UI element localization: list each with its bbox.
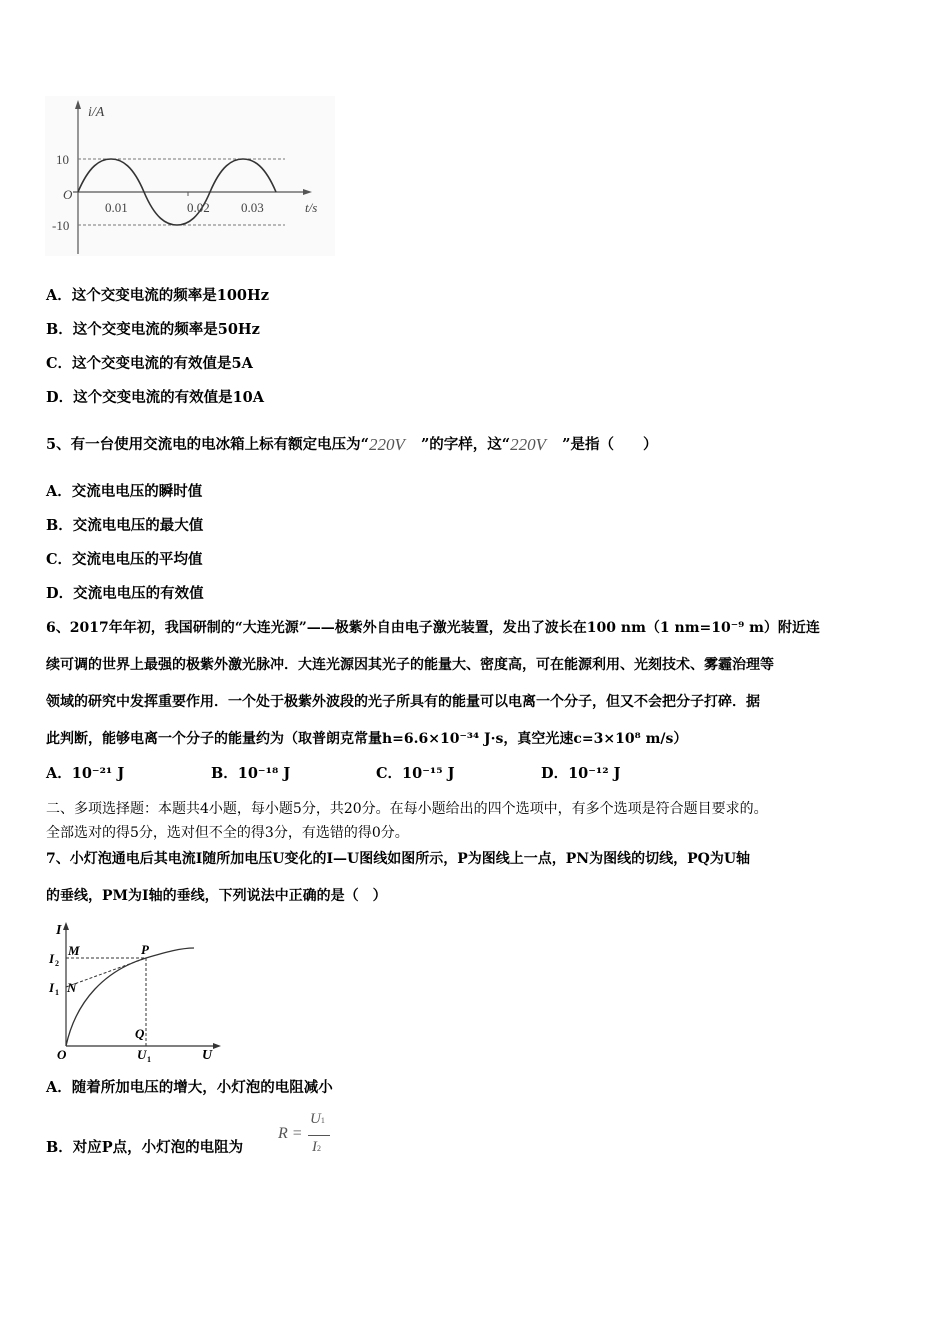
x-axis-label: t/s xyxy=(305,200,318,215)
i1-label: I xyxy=(49,980,55,995)
q4-option-a: A．这个交变电流的频率是100Hz xyxy=(46,287,269,304)
section2-line-1: 二、多项选择题：本题共4小题，每小题5分，共20分。在每小题给出的四个选项中，有多个选项是符合题目要求的。 xyxy=(46,801,768,817)
formula-den-sub: 2 xyxy=(317,1144,321,1153)
origin-o-label: O xyxy=(57,1047,67,1062)
y-tick-10: 10 xyxy=(56,152,69,167)
i-axis-arrow xyxy=(63,922,69,930)
q6-line-1: 6、2017年年初，我国研制的“大连光源”——极紫外自由电子激光装置，发出了波长在100 nm（1 nm=10⁻⁹ m）附近连 xyxy=(46,620,820,636)
m-label: M xyxy=(68,943,80,958)
q6-line-3: 领域的研究中发挥重要作用．一个处于极紫外波段的光子所具有的能量可以电离一个分子，但又不会把分子打碎．据 xyxy=(46,694,760,710)
q5-option-d: D．交流电电压的有效值 xyxy=(46,585,204,602)
x-tick-0.03: 0.03 xyxy=(241,200,264,215)
formula-numerator xyxy=(310,1111,325,1128)
q6-option-a: A．10⁻²¹ J xyxy=(46,765,125,782)
q5-stem-part1: 5、有一台使用交流电的电冰箱上标有额定电压为“ xyxy=(46,436,369,453)
formula-num-sub: 1 xyxy=(320,1116,325,1125)
q6-option-d: D．10⁻¹² J xyxy=(541,765,621,782)
u-axis-arrow xyxy=(213,1043,221,1049)
i2-subscript: 2 xyxy=(55,959,59,968)
n-label: N xyxy=(67,980,77,995)
u-axis-label: U xyxy=(202,1048,213,1062)
resistance-formula xyxy=(278,1111,338,1163)
i-axis-label: I xyxy=(56,923,62,938)
x-tick-0.02: 0.02 xyxy=(187,200,210,215)
i-u-graph xyxy=(46,920,226,1062)
u1-label: U xyxy=(137,1047,147,1062)
p-label: P xyxy=(141,942,149,957)
q7-line-2: 的垂线，PM为I轴的垂线，下列说法中正确的是（ ） xyxy=(46,888,387,904)
i2-label: I xyxy=(49,951,55,966)
q5-math-220v-1: 220V xyxy=(368,435,405,454)
q5-stem-part3: ”是指（ ） xyxy=(562,436,658,453)
current-time-graph xyxy=(45,96,335,256)
q-label: Q xyxy=(135,1026,145,1041)
q6-line-2: 续可调的世界上最强的极紫外激光脉冲．大连光源因其光子的能量大、密度高，可在能源利用、光刻技术、雾霾治理等 xyxy=(46,657,774,673)
fraction-bar xyxy=(308,1135,330,1136)
origin-label: O xyxy=(63,187,73,202)
u1-subscript: 1 xyxy=(147,1055,151,1062)
x-tick-0.01: 0.01 xyxy=(105,200,128,215)
q6-option-c: C．10⁻¹⁵ J xyxy=(376,765,455,782)
y-tick-neg10: -10 xyxy=(52,218,70,233)
q5-math-220v-2: 220V xyxy=(510,435,547,454)
formula-lhs: R = xyxy=(278,1125,303,1142)
formula-num-var: U xyxy=(310,1111,321,1127)
y-axis-label: i/A xyxy=(88,105,105,120)
q7-option-b: B．对应P点，小灯泡的电阻为 xyxy=(46,1139,244,1156)
q6-line-4: 此判断，能够电离一个分子的能量约为（取普朗克常量h=6.6×10⁻³⁴ J·s，真空光速c=3×10⁸ m/s） xyxy=(46,731,688,747)
q7-line-1: 7、小灯泡通电后其电流I随所加电压U变化的I—U图线如图所示，P为图线上一点，PN为图线的切线，PQ为U轴 xyxy=(46,851,751,867)
q4-option-c: C．这个交变电流的有效值是5A xyxy=(46,355,253,372)
q7-option-a: A．随着所加电压的增大，小灯泡的电阻减小 xyxy=(46,1079,333,1096)
q4-option-b: B．这个交变电流的频率是50Hz xyxy=(46,321,260,338)
q5-stem xyxy=(46,435,657,455)
q4-option-d: D．这个交变电流的有效值是10A xyxy=(46,389,265,406)
q5-option-a: A．交流电电压的瞬时值 xyxy=(46,483,203,500)
pn-tangent-line xyxy=(66,958,146,987)
q6-option-b: B．10⁻¹⁸ J xyxy=(211,765,291,782)
formula-den-var: I xyxy=(312,1139,317,1155)
q6-options xyxy=(46,764,646,784)
iu-curve xyxy=(66,948,194,1046)
q5-stem-part2: ”的字样，这“ xyxy=(420,436,511,453)
section2-line-2: 全部选对的得5分，选对但不全的得3分，有选错的得0分。 xyxy=(46,825,409,841)
graph-background xyxy=(45,96,335,256)
formula-denominator xyxy=(312,1139,321,1156)
q5-option-c: C．交流电电压的平均值 xyxy=(46,551,203,568)
i1-subscript: 1 xyxy=(55,988,59,997)
q5-option-b: B．交流电电压的最大值 xyxy=(46,517,204,534)
